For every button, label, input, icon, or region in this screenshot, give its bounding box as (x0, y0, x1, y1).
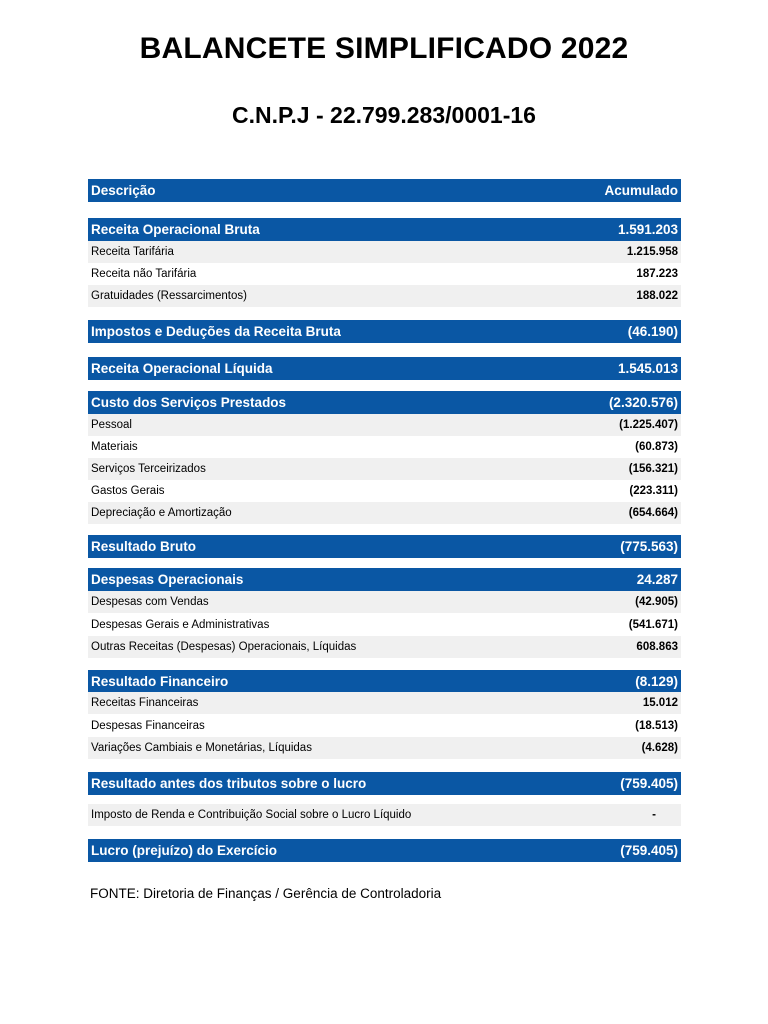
column-header-accumulated: Acumulado (604, 183, 678, 198)
section-header-row (88, 218, 681, 241)
row-value: 15.012 (642, 697, 678, 709)
section-value: (775.563) (620, 539, 678, 554)
row-value: (42.905) (635, 596, 678, 608)
row-label: Serviços Terceirizados (91, 463, 206, 475)
section-value: (8.129) (635, 674, 678, 689)
section-label: Receita Operacional Bruta (91, 222, 260, 237)
table-row (88, 692, 681, 714)
row-label: Despesas Financeiras (91, 720, 205, 732)
table-row (88, 241, 681, 263)
table-row (88, 715, 681, 737)
row-value: (18.513) (635, 720, 678, 732)
section-header-row (88, 357, 681, 380)
table-header-row (88, 179, 681, 202)
section-label: Receita Operacional Líquida (91, 361, 273, 376)
source-note: FONTE: Diretoria de Finanças / Gerência de Controladoria (90, 886, 442, 901)
section-value: (759.405) (620, 776, 678, 791)
section-header-row (88, 535, 681, 558)
row-value: (1.225.407) (619, 419, 678, 431)
row-label: Variações Cambiais e Monetárias, Líquidas (91, 742, 312, 754)
section-label: Despesas Operacionais (91, 572, 244, 587)
row-value: (654.664) (628, 507, 678, 519)
row-value: 188.022 (636, 290, 678, 302)
row-label: Receitas Financeiras (91, 697, 199, 709)
section-label: Resultado antes dos tributos sobre o lucro (91, 776, 367, 791)
row-label: Despesas Gerais e Administrativas (91, 619, 270, 631)
row-label: Outras Receitas (Despesas) Operacionais, Líquidas (91, 641, 357, 653)
row-value: 187.223 (636, 268, 678, 280)
section-header-row (88, 320, 681, 343)
table-row (88, 502, 681, 524)
section-label: Impostos e Deduções da Receita Bruta (91, 324, 341, 339)
section-value: 24.287 (636, 572, 678, 587)
cnpj-line: C.N.P.J - 22.799.283/0001-16 (232, 102, 536, 128)
section-header-row (88, 772, 681, 795)
section-header-row (88, 391, 681, 414)
row-value: (223.311) (629, 485, 678, 497)
row-value: (156.321) (628, 463, 678, 475)
section-header-row (88, 568, 681, 591)
row-label: Imposto de Renda e Contribuição Social sobre o Lucro Líquido (91, 809, 412, 821)
section-header-row (88, 839, 681, 862)
row-label: Pessoal (91, 419, 132, 431)
section-label: Resultado Financeiro (91, 674, 229, 689)
row-label: Despesas com Vendas (91, 596, 209, 608)
column-header-description: Descrição (91, 183, 156, 198)
table-row (88, 480, 681, 502)
row-value: 1.215.958 (626, 246, 678, 258)
table-row (88, 591, 681, 613)
row-label: Gastos Gerais (91, 485, 165, 497)
row-label: Receita Tarifária (91, 246, 174, 258)
row-label: Depreciação e Amortização (91, 507, 232, 519)
section-value: 1.591.203 (617, 222, 678, 237)
row-label: Materiais (91, 441, 138, 453)
section-label: Custo dos Serviços Prestados (91, 395, 287, 410)
row-value: (4.628) (641, 742, 678, 754)
row-value: 608.863 (636, 641, 678, 653)
row-value: - (652, 809, 656, 821)
section-value: (759.405) (620, 843, 678, 858)
section-header-row (88, 670, 681, 693)
row-label: Gratuidades (Ressarcimentos) (91, 290, 247, 302)
document-title: BALANCETE SIMPLIFICADO 2022 (139, 32, 629, 65)
table-row (88, 804, 681, 826)
table-row (88, 414, 681, 436)
row-value: (541.671) (628, 619, 678, 631)
section-label: Resultado Bruto (91, 539, 197, 554)
table-row (88, 636, 681, 658)
table-row (88, 737, 681, 759)
table-row (88, 285, 681, 307)
section-value: (2.320.576) (608, 395, 678, 410)
section-value: 1.545.013 (617, 361, 678, 376)
table-row (88, 614, 681, 636)
table-row (88, 436, 681, 458)
section-label: Lucro (prejuízo) do Exercício (91, 843, 278, 858)
section-value: (46.190) (627, 324, 678, 339)
row-value: (60.873) (635, 441, 678, 453)
table-row (88, 263, 681, 285)
row-label: Receita não Tarifária (91, 268, 197, 280)
table-row (88, 458, 681, 480)
